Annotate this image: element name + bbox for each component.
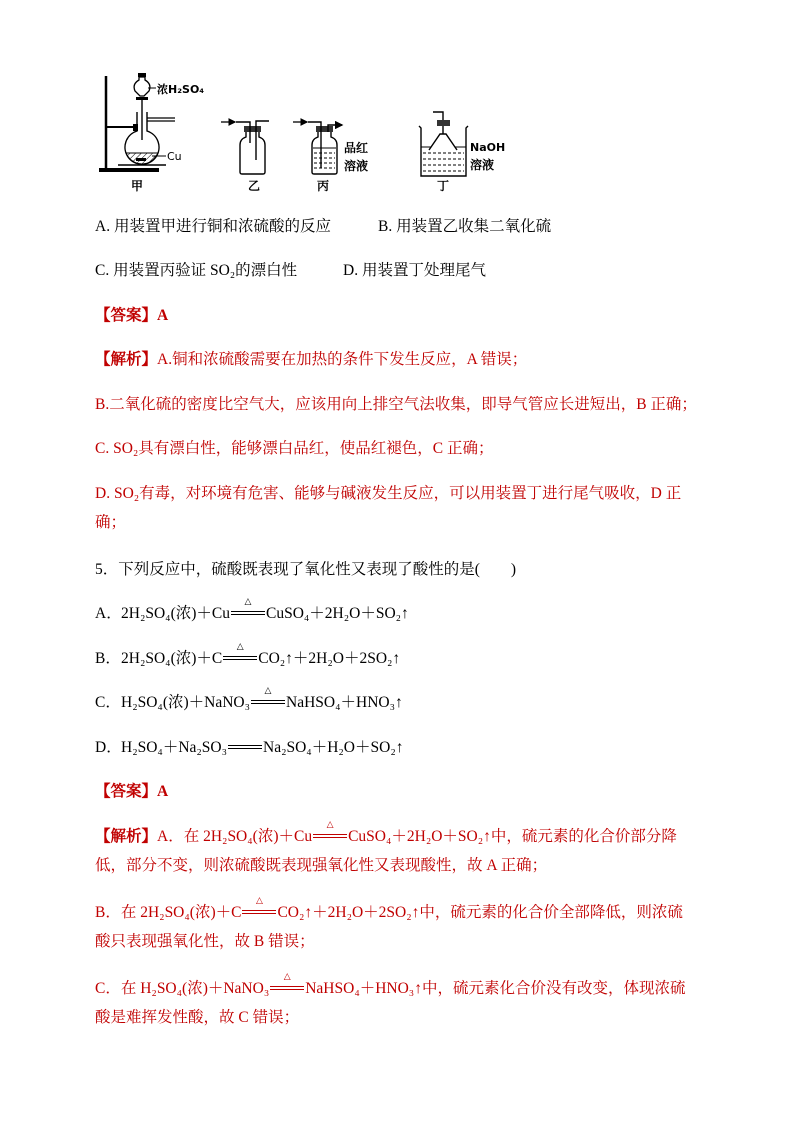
option-label: A． xyxy=(95,605,122,622)
cu-label: Cu xyxy=(167,150,182,163)
analysis-tail: 中，硫元素化合价没有改变，体现浓硫 xyxy=(421,979,686,997)
analysis-continuation: 酸只表现强氧化性，故 B 错误； xyxy=(95,932,315,950)
q5-stem: 5．下列反应中，硫酸既表现了氧化性又表现了酸性的是( ) xyxy=(95,560,517,578)
q4-answer xyxy=(95,301,697,330)
copper-pieces xyxy=(136,158,146,161)
reaction-sign xyxy=(313,819,347,841)
heat-condition-icon: △ xyxy=(244,597,252,607)
double-line xyxy=(223,656,257,660)
q4-analysis-line: 确； xyxy=(95,513,127,531)
apparatus-diagram xyxy=(0,0,793,205)
apparatus-yi xyxy=(221,121,269,174)
conc-acid-label: 浓H₂SO₄ xyxy=(157,83,205,96)
analysis-line xyxy=(95,819,697,851)
q4-option-c: C. 用装置丙验证 SO₂的漂白性 xyxy=(95,262,298,279)
funnel-stopper xyxy=(138,73,146,77)
q4-analysis-line xyxy=(95,345,697,374)
apparatus-ding xyxy=(419,112,468,176)
q4-analysis-line: D. SO₂有毒，对环境有危害、能够与碱液发生反应，可以用装置丁进行尾气吸收，D 正 xyxy=(95,484,682,502)
heat-condition-icon: △ xyxy=(264,686,272,696)
q5-analysis-item-a xyxy=(95,819,697,880)
q4-option-d: D. 用装置丁处理尾气 xyxy=(343,262,486,279)
equation-right: CO₂↑＋2H₂O＋2SO₂↑ xyxy=(258,649,401,667)
equation-left: H₂SO₄(浓)＋NaNO₃ xyxy=(140,979,270,997)
equation-right: Na₂SO₄＋H₂O＋SO₂↑ xyxy=(263,738,404,756)
q4-option-a: A. 用装置甲进行铜和浓硫酸的反应 xyxy=(95,217,331,235)
apparatus-bing xyxy=(293,122,342,174)
heat-condition-icon: △ xyxy=(326,819,334,830)
document-body xyxy=(95,212,697,1050)
analysis-text: A.铜和浓硫酸需要在加热的条件下发生反应，A 错误； xyxy=(157,351,528,368)
equation-left: 2H₂SO₄(浓)＋C xyxy=(121,649,223,667)
double-line xyxy=(242,910,276,914)
inverted-funnel xyxy=(429,134,457,150)
option-label: B． xyxy=(95,649,121,667)
q5-option-b xyxy=(95,641,697,673)
bottle-stopper xyxy=(316,126,333,132)
bottle-stopper xyxy=(244,126,261,132)
q5-option-c xyxy=(95,688,697,717)
apparatus-bing-label: 丙 xyxy=(317,179,330,193)
double-line xyxy=(270,986,304,990)
answer-value: A xyxy=(157,306,169,324)
gas-collecting-bottle xyxy=(240,130,265,174)
answer-label: 【答案】 xyxy=(95,306,158,324)
reaction-sign xyxy=(251,686,285,707)
analysis-tail: 中，硫元素的化合价部分降 xyxy=(490,827,677,845)
answer-label: 【答案】 xyxy=(95,783,158,800)
pinhong-label-line1: 品红 xyxy=(344,141,369,155)
tube-stopper xyxy=(437,120,450,126)
q4-options-row-2 xyxy=(95,256,697,285)
naoh-label-line2: 溶液 xyxy=(470,158,495,172)
equation-left: 2H₂SO₄(浓)＋C xyxy=(140,903,242,921)
option-label: D． xyxy=(95,738,122,756)
naoh-label-line1: NaOH xyxy=(470,141,506,154)
analysis-label: 【解析】 xyxy=(95,827,158,845)
equation-right: NaHSO₄＋HNO₃↑ xyxy=(286,694,403,711)
equation-left: 2H₂SO₄(浓)＋Cu xyxy=(203,827,313,845)
equation-left: 2H₂SO₄(浓)＋Cu xyxy=(121,605,230,622)
analysis-label: 【解析】 xyxy=(95,351,158,368)
reaction-sign xyxy=(242,895,276,917)
q5-answer xyxy=(95,777,697,806)
analysis-lead: C．在 xyxy=(95,979,141,997)
equation-left: H₂SO₄(浓)＋NaNO₃ xyxy=(121,694,251,711)
q5-analysis-item-b xyxy=(95,895,697,956)
q5-analysis-item-c xyxy=(95,971,697,1032)
washing-bottle xyxy=(312,130,337,174)
q4-analysis-line: C. SO₂具有漂白性，能够漂白品红，使品红褪色，C 正确； xyxy=(95,440,494,457)
analysis-line xyxy=(95,971,697,1003)
apparatus-ding-label: 丁 xyxy=(437,179,450,193)
funnel-stopcock xyxy=(136,97,148,100)
q4-options-row-1 xyxy=(95,212,697,241)
heat-condition-icon: △ xyxy=(283,971,291,982)
equation-left: H₂SO₄＋Na₂SO₃ xyxy=(121,738,228,756)
equation-right: NaHSO₄＋HNO₃↑ xyxy=(305,979,422,997)
double-line xyxy=(228,745,262,749)
reaction-sign xyxy=(228,740,262,752)
equation-right: CuSO₄＋2H₂O＋SO₂↑ xyxy=(348,827,491,845)
reaction-sign xyxy=(223,641,257,663)
inlet-tube xyxy=(236,122,250,143)
q4-option-b: B. 用装置乙收集二氧化硫 xyxy=(378,217,552,235)
equation-right: CO₂↑＋2H₂O＋2SO₂↑ xyxy=(277,903,420,921)
apparatus-yi-label: 乙 xyxy=(248,179,261,193)
analysis-continuation: 酸是难挥发性酸，故 C 错误； xyxy=(95,1008,300,1026)
double-line xyxy=(251,700,285,704)
heat-condition-icon: △ xyxy=(255,895,263,906)
double-line xyxy=(231,611,265,615)
option-label: C． xyxy=(95,694,121,711)
analysis-lead: A．在 xyxy=(157,827,204,845)
q4-analysis-paragraph xyxy=(95,479,697,537)
double-line xyxy=(313,834,347,838)
pinhong-label-line2: 溶液 xyxy=(344,159,369,173)
q5-option-a xyxy=(95,599,697,628)
analysis-lead: B．在 xyxy=(95,903,141,921)
analysis-line xyxy=(95,895,697,927)
equation-right: CuSO₄＋2H₂O＋SO₂↑ xyxy=(265,605,409,622)
ring-stand-base xyxy=(99,168,159,172)
separatory-funnel xyxy=(134,77,150,96)
heat-condition-icon: △ xyxy=(236,641,244,652)
q4-analysis-line: B.二氧化硫的密度比空气大，应该用向上排空气法收集，即导气管应长进短出，B 正确； xyxy=(95,395,697,413)
apparatus-jia-label: 甲 xyxy=(131,179,144,193)
answer-value: A xyxy=(157,783,169,800)
q5-option-d xyxy=(95,733,697,762)
analysis-tail: 中，硫元素的化合价全部降低，则浓硫 xyxy=(419,903,683,921)
analysis-continuation: 低，部分不变，则浓硫酸既表现强氧化性又表现酸性，故 A 正确； xyxy=(95,856,548,874)
reaction-sign xyxy=(270,971,304,993)
reaction-sign xyxy=(231,597,265,618)
